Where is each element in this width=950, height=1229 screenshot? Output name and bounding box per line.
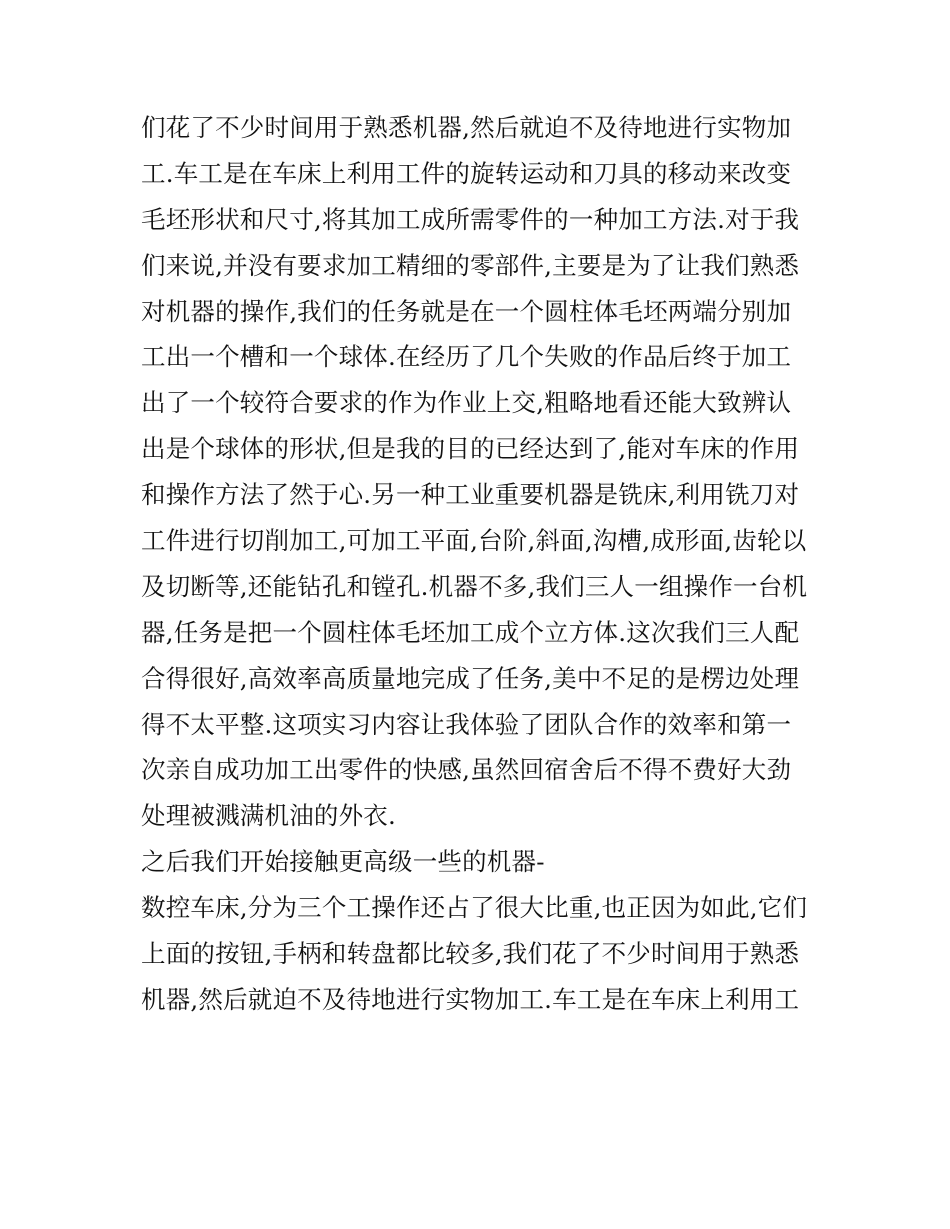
text-line-4: 们来说,并没有要求加工精细的零部件,主要是为了让我们熟悉 — [141, 250, 800, 280]
text-line-8: 出是个球体的形状,但是我的目的已经达到了,能对车床的作用 — [141, 434, 800, 464]
body-text — [141, 105, 811, 1023]
text-line-10: 工件进行切削加工,可加工平面,台阶,斜面,沟槽,成形面,齿轮以 — [141, 526, 807, 556]
text-line-19: 上面的按钮,手柄和转盘都比较多,我们花了不少时间用于熟悉 — [141, 939, 800, 969]
text-line-17: 之后我们开始接触更高级一些的机器- — [141, 847, 545, 877]
text-line-3: 毛坯形状和尺寸,将其加工成所需零件的一种加工方法.对于我 — [141, 204, 800, 234]
text-line-7: 出了一个较符合要求的作为作业上交,粗略地看还能大致辨认 — [141, 388, 792, 418]
text-line-16: 处理被溅满机油的外衣. — [141, 801, 396, 831]
text-line-1: 们花了不少时间用于熟悉机器,然后就迫不及待地进行实物加 — [141, 113, 792, 142]
text-line-18: 数控车床,分为三个工操作还占了很大比重,也正因为如此,它们 — [141, 893, 808, 923]
text-line-20: 机器,然后就迫不及待地进行实物加工.车工是在车床上利用工 — [141, 984, 800, 1014]
text-line-14: 得不太平整.这项实习内容让我体验了团队合作的效率和第一 — [141, 709, 792, 739]
text-line-15: 次亲自成功加工出零件的快感,虽然回宿舍后不得不费好大劲 — [141, 755, 792, 785]
text-line-12: 器,任务是把一个圆柱体毛坯加工成个立方体.这次我们三人配 — [141, 617, 800, 647]
text-line-9: 和操作方法了然于心.另一种工业重要机器是铣床,利用铣刀对 — [141, 480, 800, 510]
text-line-11: 及切断等,还能钻孔和镗孔.机器不多,我们三人一组操作一台机 — [141, 571, 808, 601]
text-line-6: 工出一个槽和一个球体.在经历了几个失败的作品后终于加工 — [141, 342, 792, 372]
text-line-5: 对机器的操作,我们的任务就是在一个圆柱体毛坯两端分别加 — [141, 296, 792, 326]
text-line-13: 合得很好,高效率高质量地完成了任务,美中不足的是楞边处理 — [141, 663, 800, 693]
text-line-2: 工.车工是在车床上利用工件的旋转运动和刀具的移动来改变 — [141, 158, 792, 188]
